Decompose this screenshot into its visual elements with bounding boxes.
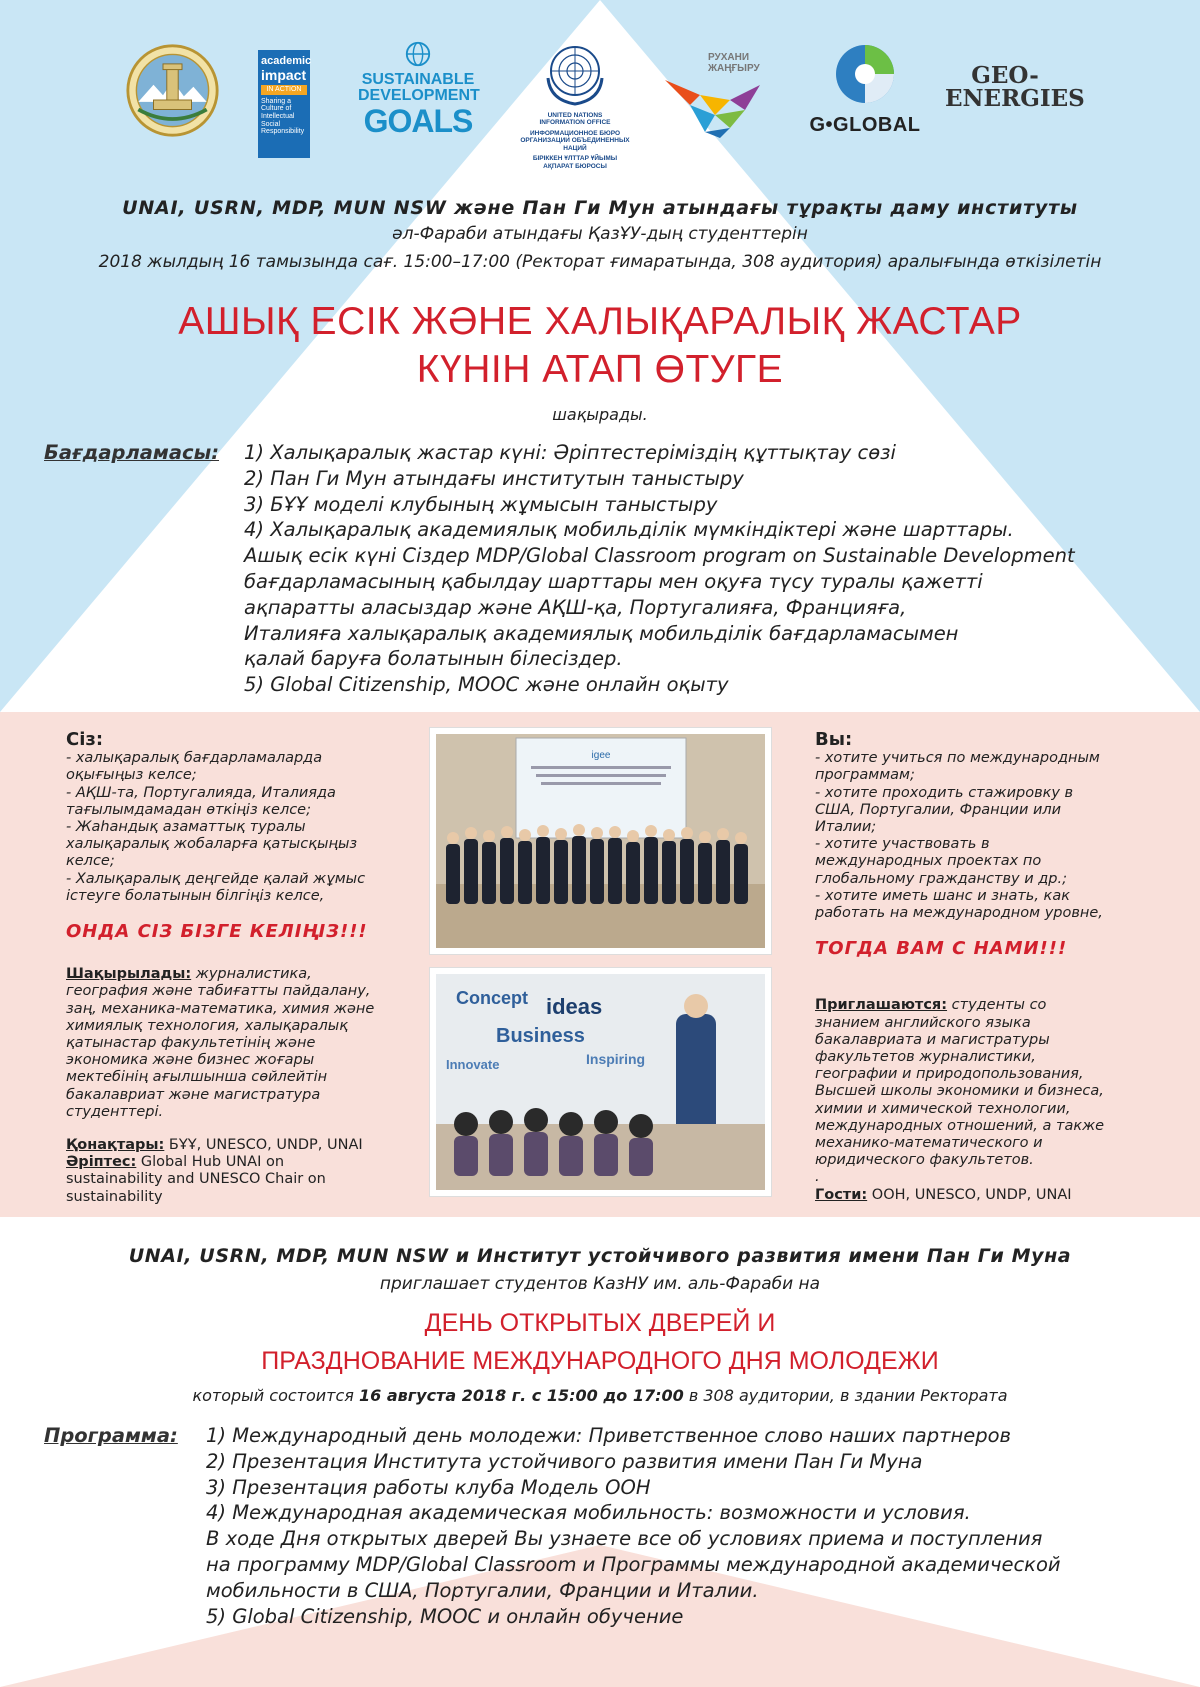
ru-invited-text	[815, 997, 1145, 1169]
program-item: Италияға халықаралық академиялық мобильділік бағдарламасымен	[244, 621, 959, 645]
bullet-line: - Жаһандық азаматтық туралы	[66, 819, 306, 836]
un-line1: UNITED NATIONS	[547, 112, 603, 119]
kz-guests-label: Қонақтары:	[66, 1137, 165, 1154]
ru-title-line2: ПРАЗДНОВАНИЕ МЕЖДУНАРОДНОГО ДНЯ МОЛОДЕЖИ	[261, 1347, 939, 1375]
ru-dot: .	[815, 1169, 820, 1186]
bullet-line: оқығыңыз келсе;	[66, 767, 197, 784]
bullet-line: международных проектах по	[815, 853, 1042, 870]
invited-line: Высшей школы экономики и бизнеса,	[815, 1083, 1104, 1100]
cloud-word-5: Inspiring	[586, 1051, 646, 1067]
bullet-line: халықаралық жобаларға қатысқыңыз	[66, 836, 358, 853]
lecture-photo-image	[436, 974, 765, 1190]
group-photo-image	[436, 734, 765, 948]
kz-left-head: Сіз:	[66, 729, 104, 750]
invited-line: мектебінің ағылшынша сөйлейтін	[66, 1069, 328, 1086]
kz-guests: БҰҰ, UNESCO, UNDP, UNAI	[164, 1137, 363, 1154]
ru-invited-label: Приглашаются:	[815, 997, 948, 1014]
ru-organizers: UNAI, USRN, MDP, MUN NSW и Институт устойчивого развития имени Пан Ги Муна	[128, 1245, 1072, 1267]
invited-line: заң, механика-математика, химия және	[66, 1000, 375, 1017]
ai-line2: impact	[261, 66, 307, 83]
invited-line: химии и химической технологии,	[815, 1100, 1071, 1117]
invited-line: бакалавриат және магистратура	[66, 1086, 321, 1103]
lecture-photo	[430, 968, 771, 1196]
ru-guests-block	[815, 1187, 1145, 1204]
rukhani-line2: ЖАҢҒЫРУ	[708, 63, 760, 74]
kz-program-label: Бағдарламасы:	[44, 441, 220, 464]
un-line7: АҚПАРАТ БЮРОСЫ	[543, 162, 607, 170]
invited-line: география және табиғатты пайдалану,	[66, 983, 371, 1000]
invited-line: механико-математического и	[815, 1135, 1043, 1152]
cloud-word-2: ideas	[546, 994, 603, 1019]
bullet-line: Италии;	[815, 819, 877, 836]
bullet-line: келсе;	[66, 853, 115, 870]
invited-line: студенттері.	[66, 1103, 164, 1120]
ru-call-to-action: ТОГДА ВАМ С НАМИ!!!	[815, 938, 1068, 960]
ru-program-label: Программа:	[44, 1424, 178, 1447]
bullet-line: - АҚШ-та, Португалияда, Италияда	[66, 784, 336, 801]
program-item: бағдарламасының қабылдау шарттары мен оқуға түсу туралы қажетті	[244, 569, 983, 593]
ru-invited-block	[815, 997, 1145, 1169]
kz-invited: шақырады.	[552, 405, 648, 424]
partner-line: sustainability	[66, 1188, 163, 1205]
ai-line1: academic	[261, 55, 312, 67]
un-emblem-icon	[540, 38, 610, 108]
ru-title-line1: ДЕНЬ ОТКРЫТЫХ ДВЕРЕЙ И	[424, 1309, 776, 1337]
bullet-line: работать на международном уровне,	[815, 905, 1103, 922]
ru-date-bold: 16 августа 2018 г. с 15:00 до 17:00	[359, 1386, 684, 1405]
program-item: Ашық есік күні Сіздер MDP/Global Classroom program on Sustainable Development	[244, 544, 1075, 568]
ru-guests: ООН, UNESCO, UNDP, UNAI	[867, 1186, 1072, 1203]
partner-line: sustainability and UNESCO Chair on	[66, 1171, 326, 1188]
kz-program-items	[244, 440, 1194, 698]
g-global-label: G•GLOBAL	[809, 114, 921, 136]
kz-partner-block	[66, 1154, 416, 1206]
program-item: 3) Презентация работы клуба Модель ООН	[206, 1475, 651, 1499]
program-item: 1) Халықаралық жастар күні: Әріптестеріміздің құттықтау сөзі	[244, 441, 896, 464]
program-item: ақпаратты аласыздар және АҚШ-қа, Португалияға, Францияға,	[244, 595, 907, 619]
banner-title: igee	[591, 750, 611, 761]
bullet-line: - хотите иметь шанс и знать, как	[815, 887, 1070, 904]
un-line5: НАЦИЙ	[563, 144, 587, 152]
cloud-word-4: Innovate	[446, 1057, 500, 1072]
kz-date-line: 2018 жылдың 16 тамызында сағ. 15:00–17:00 (Ректорат ғимаратында, 308 аудитория) аралығында өткізілетін	[98, 252, 1102, 272]
ru-right-head: Вы:	[815, 729, 853, 750]
program-item: 1) Международный день молодежи: Приветственное слово наших партнеров	[206, 1424, 1012, 1447]
sdg-goals: GOALS	[363, 102, 473, 139]
program-item: 4) Международная академическая мобильность: возможности и условия.	[206, 1501, 971, 1525]
ru-date-post: в 308 аудитории, в здании Ректората	[683, 1386, 1008, 1405]
invited-line: химиялық технология, халықаралық	[66, 1017, 348, 1034]
un-globe-icon	[404, 40, 432, 68]
program-item: 4) Халықаралық академиялық мобильділік мүмкіндіктері және шарттары.	[244, 518, 1014, 542]
kz-invited-text	[66, 966, 416, 1121]
program-item: 2) Пан Ги Мун атындағы институтын таныстыру	[244, 466, 744, 490]
ai-small: Sharing a Culture of Intellectual Social Responsibility	[261, 97, 305, 136]
un-information-office-logo	[510, 38, 640, 178]
invited-line: факультетов журналистики,	[815, 1049, 1036, 1066]
bullet-line: - халықаралық бағдарламаларда	[66, 750, 323, 767]
sdg-line2: DEVELOPMENT	[358, 87, 480, 105]
program-item: мобильности в США, Португалии, Франции и Италии.	[206, 1578, 759, 1602]
geo-energies-logo	[945, 62, 1085, 124]
bullet-line: - хотите учиться по международным	[815, 750, 1100, 767]
ru-event-title	[0, 1304, 1200, 1380]
sdg-line1: SUSTAINABLE	[361, 71, 475, 88]
ru-guests-label: Гости:	[815, 1186, 868, 1203]
ru-date-line	[0, 1386, 1200, 1405]
ru-date-pre: который состоится	[192, 1386, 360, 1405]
invited-line: студенты со	[947, 997, 1047, 1014]
kz-invite-subject: әл-Фараби атындағы ҚазҰУ-дың студенттерін	[392, 224, 808, 244]
kz-invited-label: Шақырылады:	[66, 966, 192, 983]
ru-right-lines	[815, 750, 1145, 922]
program-item: В ходе Дня открытых дверей Вы узнаете все об условиях приема и поступления	[206, 1527, 1043, 1551]
ru-invite-subject: приглашает студентов КазНУ им. аль-Фараби на	[379, 1274, 821, 1294]
invited-line: қатынастар факультетінің және	[66, 1035, 316, 1052]
geo-line1: GEO-	[971, 62, 1039, 89]
bullet-line: істеуге болатынын білгіңіз келсе,	[66, 887, 325, 904]
un-line6: БІРІККЕН ҰЛТТАР ҰЙЫМЫ	[532, 155, 618, 163]
invited-line: знанием английского языка	[815, 1014, 1031, 1031]
kz-guests-block	[66, 1137, 416, 1154]
program-item: на программу MDP/Global Classroom и Программы международной академической	[206, 1552, 1061, 1576]
invited-line: международных отношений, а также	[815, 1117, 1105, 1134]
bullet-line: программам;	[815, 767, 915, 784]
kz-title-line1: АШЫҚ ЕСІК ЖӘНЕ ХАЛЫҚАРАЛЫҚ ЖАСТАР	[178, 300, 1022, 343]
g-global-logo	[805, 43, 925, 143]
un-line2: INFORMATION OFFICE	[539, 119, 611, 127]
sdg-logo	[358, 40, 478, 140]
bullet-line: тағылымдамадан өткіңіз келсе;	[66, 801, 311, 818]
kz-partner-label: Әріптес:	[66, 1154, 137, 1171]
program-item: 5) Global Citizenship, MOOC және онлайн оқыту	[244, 673, 729, 697]
kz-call-to-action: ОНДА СІЗ БІЗГЕ КЕЛІҢІЗ!!!	[66, 921, 368, 943]
cloud-word-3: Business	[496, 1025, 585, 1047]
g-global-circle-icon	[834, 43, 896, 105]
program-item: қалай баруға болатынын білесіздер.	[244, 647, 623, 671]
cloud-word-1: Concept	[456, 988, 528, 1008]
ru-program-items	[206, 1423, 1156, 1629]
invited-line: географии и природопользования,	[815, 1066, 1084, 1083]
kz-organizers: UNAI, USRN, MDP, MUN NSW және Пан Ги Мун атындағы тұрақты даму институты	[122, 197, 1078, 219]
kaznu-emblem-icon	[125, 43, 220, 138]
invited-line: юридического факультетов.	[815, 1152, 1034, 1169]
bullet-line: - хотите участвовать в	[815, 836, 990, 853]
kz-event-title	[0, 298, 1200, 393]
un-line3: ИНФОРМАЦИОННОЕ БЮРО	[529, 129, 621, 137]
program-item: 2) Презентация Института устойчивого развития имени Пан Ги Муна	[206, 1449, 923, 1473]
program-item: 3) БҰҰ моделі клубының жұмысын таныстыру	[244, 492, 718, 516]
partner-line: Global Hub UNAI on	[136, 1154, 285, 1171]
invited-line: журналистика,	[191, 966, 312, 983]
ai-tag: IN ACTION	[261, 85, 307, 94]
geo-line2: ENERGIES	[945, 85, 1085, 112]
bullet-line: - Халықаралық деңгейде қалай жұмыс	[66, 870, 366, 887]
kz-left-lines	[66, 750, 416, 905]
ru-right-column	[815, 731, 1145, 1204]
invited-line: экономика және бизнес жоғары	[66, 1052, 315, 1069]
bullet-line: - хотите проходить стажировку в	[815, 784, 1074, 801]
academic-impact-logo	[258, 50, 310, 158]
partner-logos	[0, 38, 1200, 178]
bullet-line: глобальному гражданству и др.;	[815, 870, 1067, 887]
kz-left-column	[66, 731, 416, 1206]
bullet-line: США, Португалии, Франции или	[815, 801, 1062, 818]
kz-invited-block	[66, 966, 416, 1121]
rukhani-line1: РУХАНИ	[708, 52, 750, 63]
invited-line: бакалавриата и магистратуры	[815, 1031, 1050, 1048]
rukhani-zhangyru-logo	[660, 50, 780, 140]
kz-title-line2: КҮНІН АТАП ӨТУГЕ	[416, 347, 784, 391]
group-photo	[430, 728, 771, 954]
un-line4: ОРГАНИЗАЦИИ ОБЪЕДИНЕННЫХ	[520, 137, 630, 145]
program-item: 5) Global Citizenship, MOOC и онлайн обучение	[206, 1604, 684, 1628]
